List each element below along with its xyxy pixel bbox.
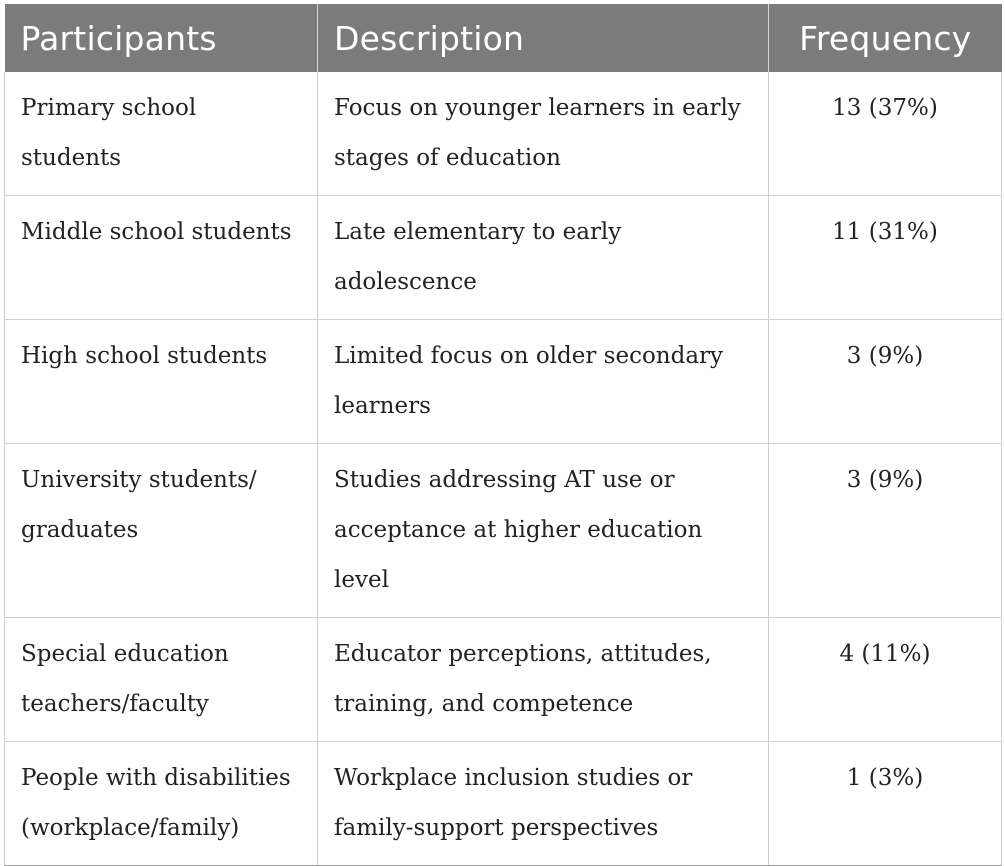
header-description: Description: [318, 4, 769, 72]
table-row: [5, 196, 1002, 320]
table-row: [5, 72, 1002, 196]
cell-frequency: 3 (9%): [769, 320, 1002, 444]
cell-frequency: 3 (9%): [769, 444, 1002, 618]
cell-frequency: 11 (31%): [769, 196, 1002, 320]
cell-participants: People with disabilities (workplace/family): [5, 742, 318, 866]
cell-frequency: 1 (3%): [769, 742, 1002, 866]
table-row: [5, 320, 1002, 444]
cell-description: Late elementary to early adolescence: [318, 196, 769, 320]
cell-participants: Special education teachers/faculty: [5, 618, 318, 742]
cell-participants: High school students: [5, 320, 318, 444]
header-row: [5, 4, 1002, 72]
cell-description: Workplace inclusion studies or family-support perspectives: [318, 742, 769, 866]
header-participants: Participants: [5, 4, 318, 72]
table-row: [5, 742, 1002, 866]
table-row: [5, 618, 1002, 742]
table-header: [5, 4, 1002, 72]
cell-description: Limited focus on older secondary learners: [318, 320, 769, 444]
cell-participants: Middle school students: [5, 196, 318, 320]
table-body: [5, 72, 1002, 866]
header-frequency: Frequency: [769, 4, 1002, 72]
cell-frequency: 13 (37%): [769, 72, 1002, 196]
cell-description: Studies addressing AT use or acceptance at higher education level: [318, 444, 769, 618]
participants-table-container: [4, 4, 1001, 866]
cell-participants: University students/ graduates: [5, 444, 318, 618]
participants-table: [4, 4, 1002, 866]
cell-participants: Primary school students: [5, 72, 318, 196]
cell-description: Educator perceptions, attitudes, training, and competence: [318, 618, 769, 742]
cell-description: Focus on younger learners in early stages of education: [318, 72, 769, 196]
table-row: [5, 444, 1002, 618]
cell-frequency: 4 (11%): [769, 618, 1002, 742]
